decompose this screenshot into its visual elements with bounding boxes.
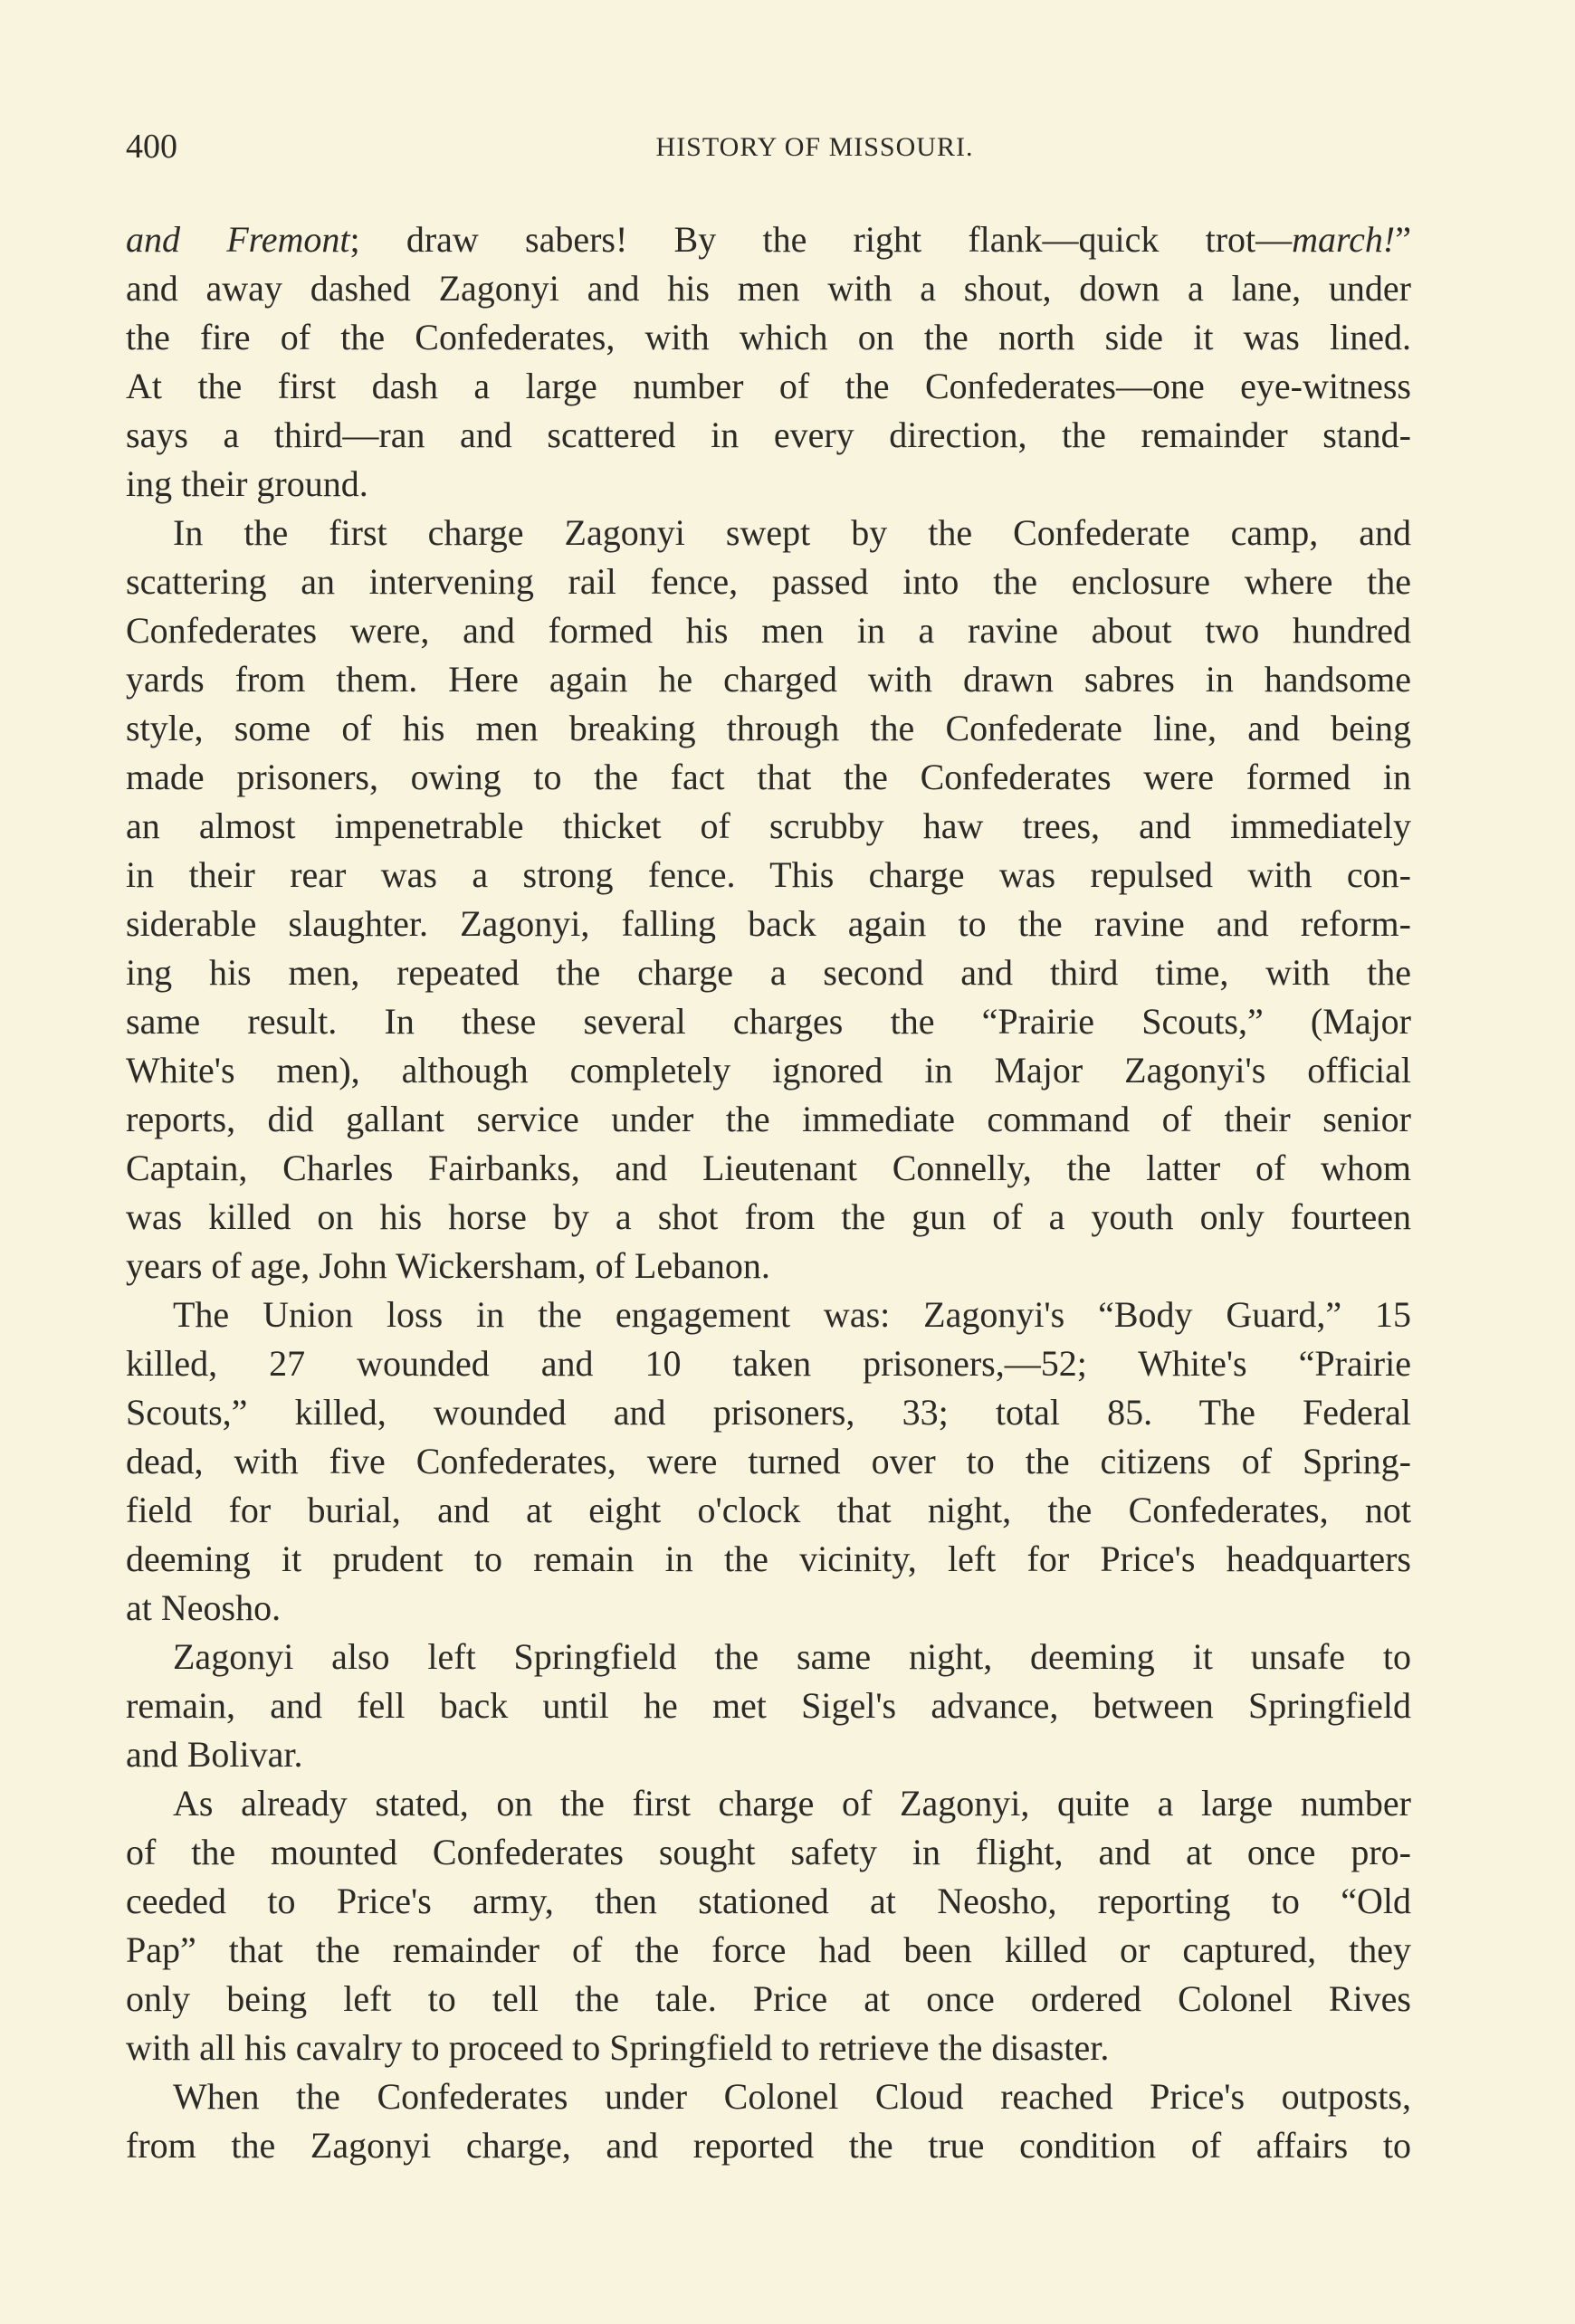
line-content: an almost impenetrable thicket of scrubby haw trees, and immediately	[126, 805, 1411, 846]
line-content: In the first charge Zagonyi swept by the Confederate camp, and	[173, 512, 1411, 553]
page-body	[126, 215, 1411, 2170]
text-line	[126, 900, 1411, 948]
line-content: says a third—ran and scattered in every direction, the remainder stand-	[126, 414, 1411, 455]
line-content: killed, 27 wounded and 10 taken prisoners,—52; White's “Prairie	[126, 1343, 1411, 1384]
text-line	[126, 704, 1411, 753]
line-content: ing their ground.	[126, 463, 368, 504]
line-content: years of age, John Wickersham, of Lebanon.	[126, 1245, 770, 1286]
line-content: At the first dash a large number of the Confederates—one eye-witness	[126, 366, 1411, 406]
line-content: remain, and fell back until he met Sigel's advance, between Springfield	[126, 1685, 1411, 1726]
text-line	[126, 1486, 1411, 1535]
running-title: HISTORY OF MISSOURI.	[655, 132, 974, 162]
text-line	[126, 2121, 1411, 2170]
text-line	[126, 851, 1411, 900]
line-content: and Bolivar.	[126, 1734, 303, 1775]
text-line	[126, 1291, 1411, 1339]
text-line	[126, 1779, 1411, 1828]
line-content: As already stated, on the first charge of Zagonyi, quite a large number	[173, 1783, 1411, 1824]
line-content: scattering an intervening rail fence, passed into the enclosure where the	[126, 561, 1411, 602]
page-number: 400	[126, 128, 177, 166]
line-content: the fire of the Confederates, with which on the north side it was lined.	[126, 317, 1411, 357]
text-line	[126, 1535, 1411, 1584]
line-content: reports, did gallant service under the immediate command of their senior	[126, 1099, 1411, 1139]
line-content: Captain, Charles Fairbanks, and Lieutenant Connelly, the latter of whom	[126, 1148, 1411, 1188]
text-line	[126, 1339, 1411, 1388]
text-line	[126, 2024, 1411, 2072]
text-line	[126, 460, 1411, 509]
text-line	[126, 264, 1411, 313]
text-segment: ”	[1395, 219, 1411, 260]
text-line	[126, 1388, 1411, 1437]
line-content: was killed on his horse by a shot from the gun of a youth only fourteen	[126, 1196, 1411, 1237]
text-line	[126, 1633, 1411, 1681]
line-content: with all his cavalry to proceed to Springfield to retrieve the disaster.	[126, 2027, 1110, 2068]
text-line	[126, 1046, 1411, 1095]
line-content: of the mounted Confederates sought safety in flight, and at once pro-	[126, 1832, 1411, 1872]
text-line	[126, 215, 1411, 264]
text-line	[126, 362, 1411, 411]
text-line	[126, 1877, 1411, 1926]
line-content: The Union loss in the engagement was: Zagonyi's “Body Guard,” 15	[173, 1294, 1411, 1335]
text-line	[126, 1584, 1411, 1633]
line-content: only being left to tell the tale. Price at once ordered Colonel Rives	[126, 1978, 1411, 2019]
line-content: ing his men, repeated the charge a second and third time, with the	[126, 952, 1411, 993]
text-line	[126, 2072, 1411, 2121]
text-line	[126, 1730, 1411, 1779]
text-line	[126, 1926, 1411, 1975]
line-content: at Neosho.	[126, 1587, 282, 1628]
paragraph	[126, 215, 1411, 509]
text-line	[126, 655, 1411, 704]
line-content: and away dashed Zagonyi and his men with a shout, down a lane, under	[126, 268, 1411, 309]
line-content: field for burial, and at eight o'clock that night, the Confederates, not	[126, 1490, 1411, 1530]
paragraph	[126, 509, 1411, 1291]
line-content: style, some of his men breaking through the Confederate line, and being	[126, 708, 1411, 748]
text-line	[126, 753, 1411, 802]
line-content: ceeded to Price's army, then stationed at Neosho, reporting to “Old	[126, 1881, 1411, 1921]
text-line	[126, 509, 1411, 557]
line-content: Confederates were, and formed his men in a ravine about two hundred	[126, 610, 1411, 651]
text-line	[126, 1193, 1411, 1242]
text-line	[126, 1437, 1411, 1486]
line-content: same result. In these several charges the “Prairie Scouts,” (Major	[126, 1001, 1411, 1042]
text-line	[126, 557, 1411, 606]
paragraph	[126, 1633, 1411, 1779]
text-line	[126, 313, 1411, 362]
italic-text: and Fremont	[126, 219, 350, 260]
paragraph	[126, 1779, 1411, 2072]
italic-text: march!	[1292, 219, 1396, 260]
paragraph	[126, 1291, 1411, 1633]
line-content	[126, 219, 1411, 260]
line-content: dead, with five Confederates, were turned over to the citizens of Spring-	[126, 1441, 1411, 1481]
line-content: in their rear was a strong fence. This charge was repulsed with con-	[126, 854, 1411, 895]
line-content: from the Zagonyi charge, and reported the true condition of affairs to	[126, 2125, 1411, 2166]
text-line	[126, 411, 1411, 460]
text-line	[126, 1095, 1411, 1144]
line-content: White's men), although completely ignored in Major Zagonyi's official	[126, 1050, 1411, 1091]
text-line	[126, 1681, 1411, 1730]
line-content: deeming it prudent to remain in the vicinity, left for Price's headquarters	[126, 1538, 1411, 1579]
text-line	[126, 1144, 1411, 1193]
line-content: Pap” that the remainder of the force had been killed or captured, they	[126, 1929, 1411, 1970]
text-line	[126, 1828, 1411, 1877]
text-line	[126, 606, 1411, 655]
line-content: siderable slaughter. Zagonyi, falling back again to the ravine and reform-	[126, 903, 1411, 944]
paragraph	[126, 2072, 1411, 2170]
text-segment: ; draw sabers! By the right flank—quick trot—	[349, 219, 1293, 260]
text-line	[126, 1242, 1411, 1291]
line-content: When the Confederates under Colonel Cloud reached Price's outposts,	[173, 2076, 1411, 2117]
line-content: made prisoners, owing to the fact that the Confederates were formed in	[126, 757, 1411, 797]
line-content: yards from them. Here again he charged with drawn sabres in handsome	[126, 659, 1411, 700]
text-line	[126, 802, 1411, 851]
line-content: Scouts,” killed, wounded and prisoners, 33; total 85. The Federal	[126, 1392, 1411, 1433]
line-content: Zagonyi also left Springfield the same night, deeming it unsafe to	[173, 1636, 1411, 1677]
text-line	[126, 1975, 1411, 2024]
text-line	[126, 948, 1411, 997]
text-line	[126, 997, 1411, 1046]
